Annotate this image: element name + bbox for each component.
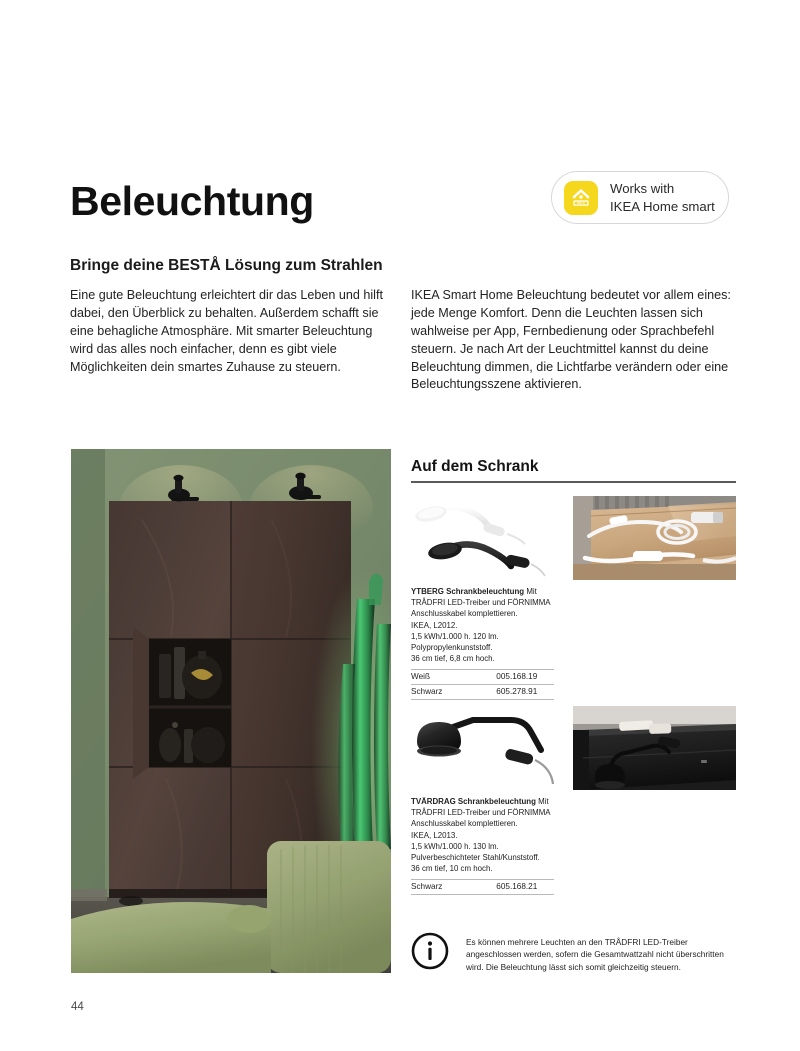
product-spec-line-0: IKEA, L2013.: [411, 830, 458, 840]
product-desc-text: Mit TRÅDFRI LED-Treiber und FÖRNIMMA Anschlusskabel komplettieren.: [411, 587, 551, 619]
hero-interior-photo: [71, 449, 391, 973]
product-entry-tvardrag: [411, 702, 736, 895]
product-photo-tvardrag-installed: [573, 706, 736, 790]
product-photo-ytberg-installed: [573, 496, 736, 580]
product-name: TVÄRDRAG Schrankbeleuchtung: [411, 797, 536, 806]
table-row: [411, 879, 554, 894]
product-variants-table: [411, 879, 554, 895]
product-images: [411, 492, 736, 580]
works-with-ikea-home-smart-badge: [551, 171, 729, 224]
info-circle-icon: [411, 932, 449, 970]
page-title: Beleuchtung: [70, 178, 314, 224]
product-spec-line-2: Pulverbeschichteter Stahl/Kunststoff.: [411, 853, 540, 863]
intro-paragraph-right: IKEA Smart Home Beleuchtung bedeutet vor allem eines: jede Menge Komfort. Denn die Leuchten lassen sich wahlweise per App, Fernbedienung oder Sprachbefehl steuern. Je nach Art der Leuchtmittel kannst du deine Beleuchtung dimmen, die Lichtfarbe verändern oder eine Beleuchtungsszene aktivieren.: [411, 288, 731, 392]
svg-text:IKEA: IKEA: [576, 200, 586, 205]
product-description: [411, 796, 554, 875]
badge-text: [610, 180, 715, 214]
product-name: YTBERG Schrankbeleuchtung: [411, 587, 525, 596]
variant-color: Weiß: [411, 669, 448, 684]
product-spec-line-0: IKEA, L2012.: [411, 620, 458, 630]
product-description: [411, 586, 554, 665]
section-heading: Auf dem Schrank: [411, 458, 539, 475]
variant-color: Schwarz: [411, 879, 448, 894]
ikea-home-smart-house-icon: [564, 181, 598, 215]
product-spec-line-2: Polypropylenkunststoff.: [411, 643, 493, 653]
section-divider: [411, 481, 736, 483]
variant-article-number: 605.278.91: [448, 684, 554, 699]
variant-article-number: 005.168.19: [448, 669, 554, 684]
page-number: 44: [71, 1001, 84, 1013]
product-variants-table: [411, 669, 554, 700]
product-spec-line-1: 1,5 kWh/1.000 h. 130 lm.: [411, 841, 499, 851]
info-note-text: Es können mehrere Leuchten an den TRÅDFRI LED-Treiber angeschlossen werden, sofern die Gesamtwattzahl nicht überschritten wird. Die Beleuchtung lässt sich somit gleichzeitig steuern.: [466, 937, 724, 972]
intro-paragraph-left: Eine gute Beleuchtung erleichtert dir das Leben und hilft dabei, den Überblick zu behalten. Außerdem schafft sie eine behagliche Atmosphäre. Mit smarter Beleuchtung wird das alles noch einfacher, denn es gibt viele Möglichkeiten dein smartes Zuhause zu steuern.: [70, 288, 383, 374]
product-images: [411, 702, 736, 790]
info-note: [411, 932, 736, 973]
product-shot-ytberg: [411, 492, 561, 580]
product-spec-line-1: 1,5 kWh/1.000 h. 120 lm.: [411, 631, 499, 641]
badge-line-1: Works with: [610, 181, 675, 197]
badge-line-2: IKEA Home smart: [610, 198, 715, 214]
variant-article-number: 605.168.21: [448, 879, 554, 894]
table-row: [411, 669, 554, 684]
page-subtitle: Bringe deine BESTÅ Lösung zum Strahlen: [70, 257, 383, 274]
product-shot-tvardrag: [411, 702, 561, 790]
product-desc-text: Mit TRÅDFRI LED-Treiber und FÖRNIMMA Anschlusskabel komplettieren.: [411, 797, 551, 829]
product-spec-line-3: 36 cm tief, 10 cm hoch.: [411, 864, 493, 874]
product-entry-ytberg: [411, 492, 736, 700]
variant-color: Schwarz: [411, 684, 448, 699]
table-row: [411, 684, 554, 699]
product-spec-line-3: 36 cm tief, 6,8 cm hoch.: [411, 654, 495, 664]
